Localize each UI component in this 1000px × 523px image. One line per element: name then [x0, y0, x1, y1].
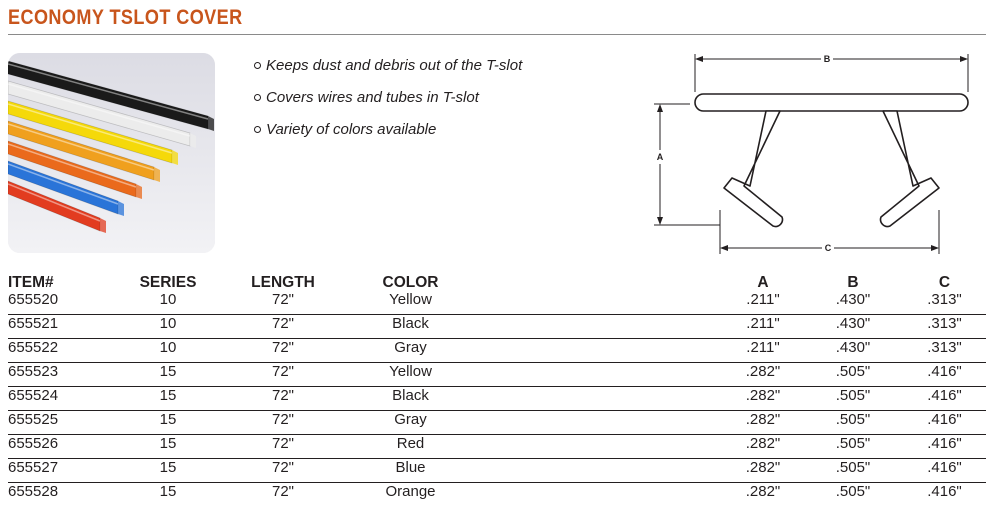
table-row — [8, 339, 986, 363]
cell-c: .416" — [903, 363, 986, 387]
cell-item: 655520 — [8, 291, 108, 315]
cell-b: .505" — [835, 483, 871, 500]
table-row — [8, 387, 986, 411]
profile-diagram — [640, 42, 990, 267]
cell-c: .313" — [903, 339, 986, 363]
cell-c: .416" — [903, 435, 986, 459]
cell-b: .430" — [803, 291, 903, 315]
column-header-a: A — [757, 274, 769, 291]
cell-series: 10 — [108, 291, 228, 315]
page-title: ECONOMY TSLOT COVER — [8, 6, 243, 29]
cell-length: 72" — [228, 411, 338, 435]
dimension-a-label: A — [656, 152, 664, 162]
feature-list — [254, 56, 522, 152]
cell-c: .416" — [903, 387, 986, 411]
cell-series: 15 — [108, 459, 228, 483]
cell-b: .430" — [803, 339, 903, 363]
cell-color: Yellow — [338, 363, 483, 387]
cell-a: .282" — [723, 387, 803, 411]
cell-c: .313" — [903, 291, 986, 315]
cell-series: 15 — [108, 363, 228, 387]
cell-length: 72" — [228, 435, 338, 459]
title-divider — [8, 34, 986, 35]
column-header-b: B — [847, 274, 859, 291]
cell-a: .211" — [723, 339, 803, 363]
cell-length: 72" — [228, 387, 338, 411]
dimension-b-label: B — [823, 54, 831, 64]
cell-series: 10 — [108, 339, 228, 363]
cell-length: 72" — [228, 339, 338, 363]
cell-a: .282" — [723, 459, 803, 483]
cell-a: .282" — [723, 435, 803, 459]
cell-color: Blue — [338, 459, 483, 483]
feature-item: Covers wires and tubes in T-slot — [254, 88, 522, 120]
column-header-c: C — [938, 274, 951, 291]
cell-item: 655523 — [8, 363, 108, 387]
dimension-c-label: C — [824, 243, 832, 253]
cell-b: .505" — [803, 387, 903, 411]
cell-a: .282" — [723, 411, 803, 435]
product-photo — [8, 53, 215, 253]
cell-color: Gray — [338, 411, 483, 435]
cell-color: Gray — [338, 339, 483, 363]
cell-b: .505" — [803, 411, 903, 435]
table-row — [8, 315, 986, 339]
tslot-cover-profile — [695, 94, 968, 226]
feature-item: Variety of colors available — [254, 120, 522, 152]
cell-item: 655525 — [8, 411, 108, 435]
spec-table — [8, 274, 986, 506]
cell-length: 72" — [228, 363, 338, 387]
cell-item: 655521 — [8, 315, 108, 339]
cell-b: .505" — [803, 363, 903, 387]
cell-color: Yellow — [338, 291, 483, 315]
cell-item: 655522 — [8, 339, 108, 363]
cell-series: 10 — [108, 315, 228, 339]
cell-color: Black — [338, 387, 483, 411]
column-header-series: SERIES — [139, 274, 197, 291]
cell-color: Orange — [385, 483, 436, 500]
table-header-row — [8, 274, 986, 291]
cell-b: .505" — [803, 435, 903, 459]
column-header-item: ITEM# — [8, 274, 54, 291]
table-row — [8, 483, 986, 507]
table-row — [8, 459, 986, 483]
column-header-color: COLOR — [382, 274, 439, 291]
cell-c: .416" — [903, 411, 986, 435]
cell-item: 655526 — [8, 435, 108, 459]
cell-b: .505" — [803, 459, 903, 483]
product-photo-strips — [8, 53, 215, 253]
table-row — [8, 363, 986, 387]
cell-length: 72" — [271, 483, 294, 500]
cell-length: 72" — [228, 291, 338, 315]
bullet-icon — [254, 126, 261, 133]
cell-a: .282" — [745, 483, 781, 500]
cell-c: .416" — [903, 459, 986, 483]
cell-color: Black — [338, 315, 483, 339]
cell-a: .211" — [723, 291, 803, 315]
cell-a: .282" — [723, 363, 803, 387]
table-row — [8, 435, 986, 459]
feature-item: Keeps dust and debris out of the T-slot — [254, 56, 522, 88]
cell-b: .430" — [803, 315, 903, 339]
cell-c: .313" — [903, 315, 986, 339]
cell-item: 655528 — [8, 483, 59, 500]
cell-color: Red — [338, 435, 483, 459]
cell-c: .416" — [927, 483, 962, 500]
cell-item: 655527 — [8, 459, 108, 483]
cell-series: 15 — [108, 411, 228, 435]
cell-length: 72" — [228, 315, 338, 339]
cell-length: 72" — [228, 459, 338, 483]
cell-a: .211" — [723, 315, 803, 339]
cell-series: 15 — [108, 387, 228, 411]
table-row — [8, 411, 986, 435]
cell-series: 15 — [108, 435, 228, 459]
bullet-icon — [254, 62, 261, 69]
bullet-icon — [254, 94, 261, 101]
column-header-length: LENGTH — [251, 274, 315, 291]
table-row — [8, 291, 986, 315]
cell-series: 15 — [159, 483, 177, 500]
cell-item: 655524 — [8, 387, 108, 411]
